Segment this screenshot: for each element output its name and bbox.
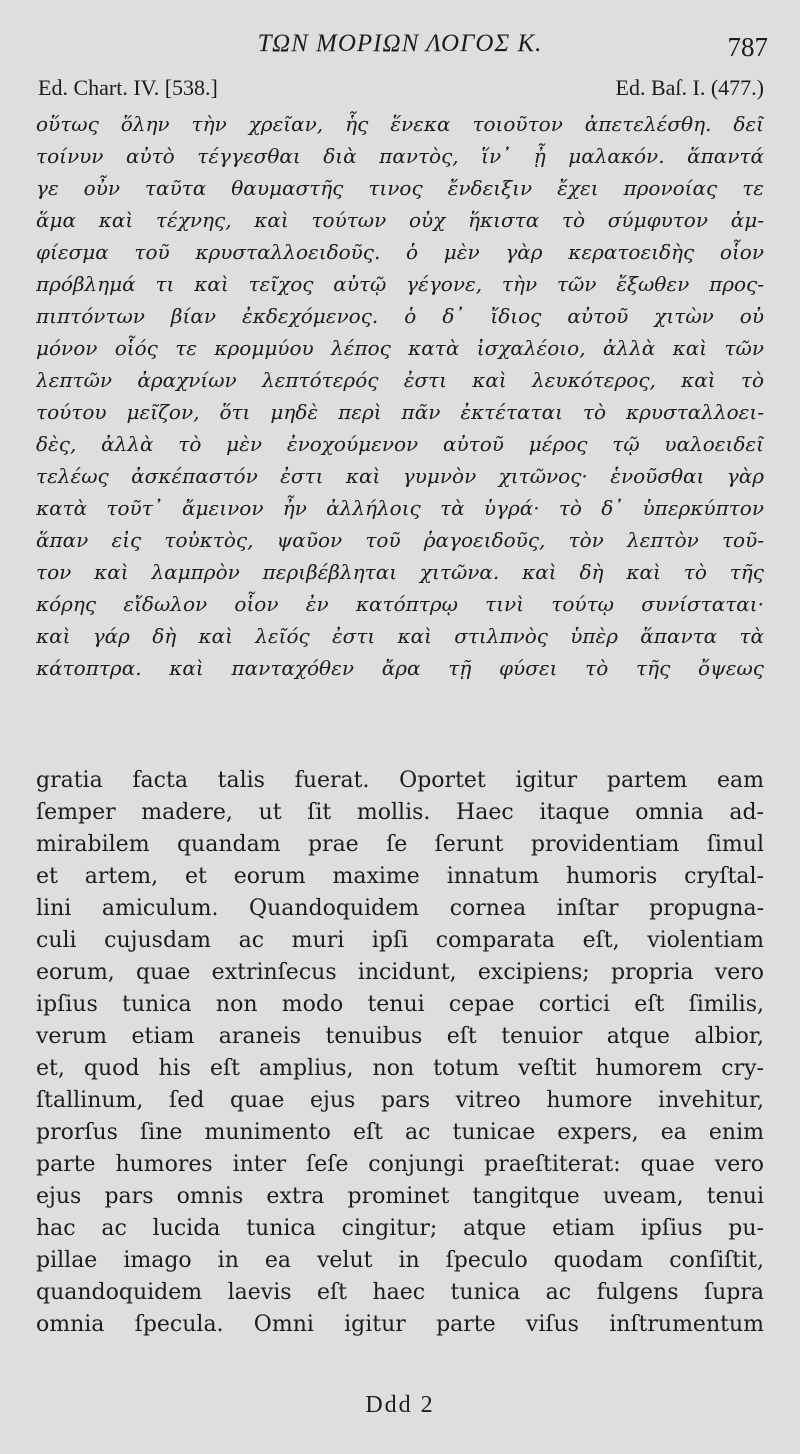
greek-text-line: κόρης εἴδωλον οἷον ἐν κατόπτρῳ τινὶ τούτῳ συνίσταται· xyxy=(36,592,764,616)
greek-text-line: τελέως ἀσκέπαστόν ἐστι καὶ γυμνὸν χιτῶνος· ἑνοῦσθαι γὰρ xyxy=(36,464,764,488)
latin-text-line: culi cujusdam ac muri ipſi comparata eſt, violentiam xyxy=(36,928,764,953)
greek-text-line: καὶ γάρ δὴ καὶ λεῖός ἐστι καὶ στιλπνὸς ὑπὲρ ἅπαντα τὰ xyxy=(36,624,764,648)
latin-text-line: ſtallinum, ſed quae ejus pars vitreo humore invehitur, xyxy=(36,1088,764,1113)
latin-text-line: parte humores inter ſeſe conjungi praeſtiterat: quae vero xyxy=(36,1152,764,1177)
greek-text-line: φίεσμα τοῦ κρυσταλλοειδοῦς. ὁ μὲν γὰρ κερατοειδὴς οἷον xyxy=(36,240,764,264)
greek-text-line: μόνον οἷός τε κρομμύου λέπος κατὰ ἰσχαλέοιο, ἀλλὰ καὶ τῶν xyxy=(36,336,764,360)
latin-text-line: et artem, et eorum maxime innatum humoris cryſtal- xyxy=(36,864,764,889)
latin-text-line: mirabilem quandam prae ſe ſerunt providentiam ſimul xyxy=(36,832,764,857)
greek-text-line: δὲς, ἀλλὰ τὸ μὲν ἐνοχούμενον αὐτοῦ μέρος τῷ υαλοειδεῖ xyxy=(36,432,764,456)
latin-text-line: omnia ſpecula. Omni igitur parte viſus inſtrumentum xyxy=(36,1312,764,1337)
latin-text-line: hac ac lucida tunica cingitur; atque etiam ipſius pu- xyxy=(36,1216,764,1241)
greek-text-line: πρόβλημά τι καὶ τεῖχος αὐτῷ γέγονε, τὴν τῶν ἔξωθεν προς- xyxy=(36,272,764,296)
latin-text-line: lini amiculum. Quandoquidem cornea inſtar propugna- xyxy=(36,896,764,921)
latin-text-block xyxy=(36,765,764,1341)
edition-reference-right: Ed. Baſ. I. (477.) xyxy=(615,75,764,100)
latin-text-line: verum etiam araneis tenuibus eſt tenuior atque albior, xyxy=(36,1024,764,1049)
greek-text-line: ἅμα καὶ τέχνης, καὶ τούτων οὐχ ἥκιστα τὸ σύμφυτον ἀμ- xyxy=(36,208,764,232)
latin-text-line: quandoquidem laevis eſt haec tunica ac fulgens ſupra xyxy=(36,1280,764,1305)
latin-text-line: ejus pars omnis extra prominet tangitque uveam, tenui xyxy=(36,1184,764,1209)
greek-text-line: κάτοπτρα. καὶ πανταχόθεν ἄρα τῇ φύσει τὸ τῆς ὄψεως xyxy=(36,656,764,680)
greek-text-line: γε οὖν ταῦτα θαυμαστῆς τινος ἔνδειξιν ἔχει προνοίας τε xyxy=(36,176,764,200)
greek-text-block xyxy=(36,108,764,684)
greek-text-line: πιπτόντων βίαν ἐκδεχόμενος. ὁ δ᾿ ἴδιος αὐτοῦ χιτὼν οὐ xyxy=(36,304,764,328)
greek-text-line: λεπτῶν ἀραχνίων λεπτότερός ἐστι καὶ λευκότερος, καὶ τὸ xyxy=(36,368,764,392)
greek-text-line: ἅπαν εἰς τοὐκτὸς, ψαῦον τοῦ ῥαγοειδοῦς, τὸν λεπτὸν τοῦ- xyxy=(36,528,764,552)
greek-text-line: τοίνυν αὐτὸ τέγγεσθαι διὰ παντὸς, ἵν᾿ ᾖ μαλακόν. ἅπαντά xyxy=(36,144,764,168)
greek-text-line: κατὰ τοῦτ᾿ ἄμεινον ἦν ἀλλήλοις τὰ ὑγρά· τὸ δ᾿ ὑπερκύπτον xyxy=(36,496,764,520)
edition-reference-left: Ed. Chart. IV. [538.] xyxy=(38,75,218,100)
latin-text-line: ſemper madere, ut ſit mollis. Haec itaque omnia ad- xyxy=(36,800,764,825)
latin-text-line: prorſus ſine munimento eſt ac tunicae expers, ea enim xyxy=(36,1120,764,1145)
signature-mark: Ddd 2 xyxy=(365,1392,435,1418)
latin-text-line: et, quod his eſt amplius, non totum veſtit humorem cry- xyxy=(36,1056,764,1081)
greek-text-line: τούτου μεῖζον, ὅτι μηδὲ περὶ πᾶν ἐκτέταται τὸ κρυσταλλοει- xyxy=(36,400,764,424)
latin-text-line: ipſius tunica non modo tenui cepae cortici eſt ſimilis, xyxy=(36,992,764,1017)
latin-text-line: eorum, quae extrinſecus incidunt, excipiens; propria vero xyxy=(36,960,764,985)
running-head-title: ΤΩΝ ΜΟΡΙΩΝ ΛΟΓΟΣ Κ. xyxy=(257,30,543,57)
latin-text-line: gratia facta talis fuerat. Oportet igitur partem eam xyxy=(36,768,764,793)
latin-text-line: pillae imago in ea velut in ſpeculo quodam conſiſtit, xyxy=(36,1248,764,1273)
greek-text-line: οὕτως ὅλην τὴν χρεῖαν, ἧς ἕνεκα τοιοῦτον ἀπετελέσθη. δεῖ xyxy=(36,112,764,136)
greek-text-line: τον καὶ λαμπρὸν περιβέβληται χιτῶνα. καὶ δὴ καὶ τὸ τῆς xyxy=(36,560,764,584)
page-number: 787 xyxy=(727,32,768,62)
